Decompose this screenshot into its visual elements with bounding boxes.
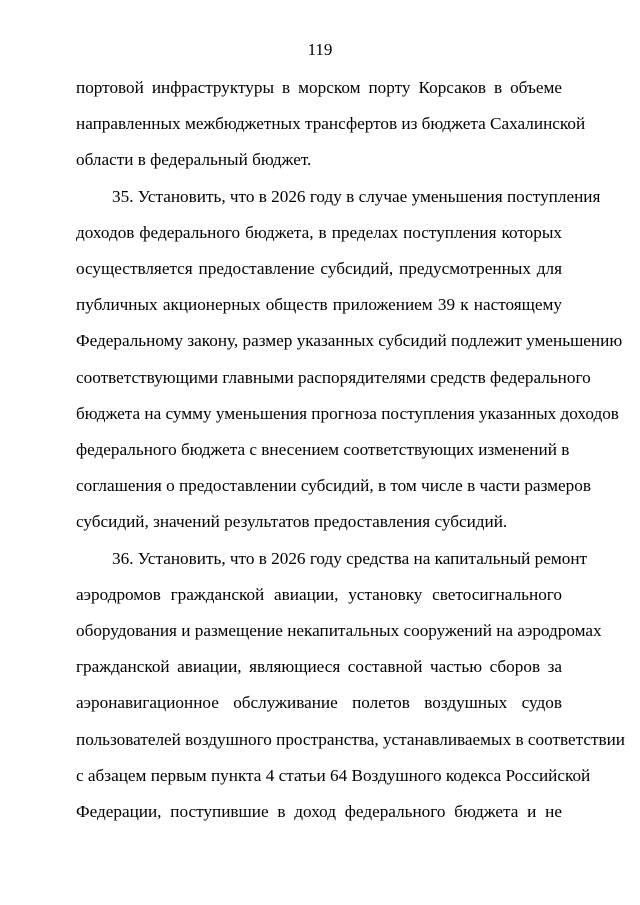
page-number: 119 [307, 40, 333, 59]
text-line: соглашения о предоставлении субсидий, в том числе в части размеров [76, 476, 591, 496]
text-line: пользователей воздушного пространства, устанавливаемых в соответствии [76, 729, 626, 749]
paragraph-continuation [76, 70, 586, 179]
paragraph-item-35 [76, 179, 623, 541]
paragraph-item-36 [76, 541, 626, 831]
text-line: осуществляется предоставление субсидий, предусмотренных для [76, 259, 562, 279]
text-line: федерального бюджета с внесением соответствующих изменений в [76, 440, 570, 460]
text-line: 35. Установить, что в 2026 году в случае уменьшения поступления [112, 186, 601, 206]
text-line: аэродромов гражданской авиации, установку светосигнального [76, 584, 562, 604]
text-line: оборудования и размещение некапитальных сооружений на аэродромах [76, 621, 602, 641]
text-line: доходов федерального бюджета, в пределах поступления которых [76, 222, 562, 242]
text-line: области в федеральный бюджет. [76, 150, 312, 170]
document-body [76, 70, 626, 830]
text-line: портовой инфраструктуры в морском порту Корсаков в объеме [76, 78, 562, 97]
text-line: гражданской авиации, являющиеся составной частью сборов за [76, 657, 562, 677]
text-line: направленных межбюджетных трансфертов из бюджета Сахалинской [76, 114, 586, 134]
text-line: Федеральному закону, размер указанных субсидий подлежит уменьшению [76, 331, 623, 351]
text-line: бюджета на сумму уменьшения прогноза поступления указанных доходов [76, 403, 619, 423]
text-line: с абзацем первым пункта 4 статьи 64 Воздушного кодекса Российской [76, 765, 591, 785]
text-line: Федерации, поступившие в доход федерального бюджета и не [76, 802, 562, 822]
text-line: 36. Установить, что в 2026 году средства на капитальный ремонт [112, 548, 588, 568]
text-line: субсидий, значений результатов предоставления субсидий. [76, 512, 508, 532]
text-line: публичных акционерных обществ приложением 39 к настоящему [76, 295, 562, 315]
text-line: соответствующими главными распорядителями средств федерального [76, 367, 591, 387]
text-line: аэронавигационное обслуживание полетов воздушных судов [76, 693, 562, 713]
